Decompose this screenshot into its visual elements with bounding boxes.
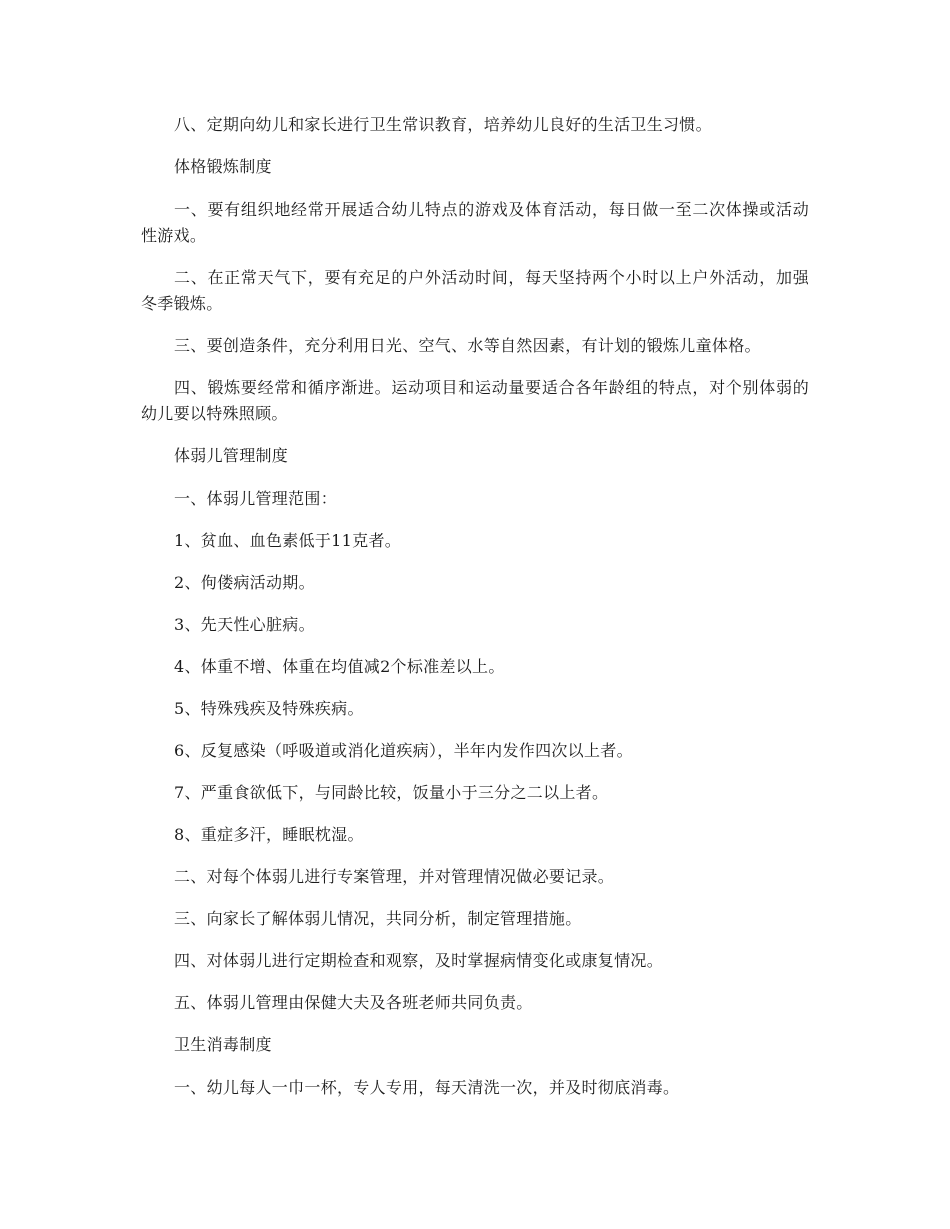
paragraph-weak-child-rule-2: 二、对每个体弱儿进行专案管理，并对管理情况做必要记录。: [174, 867, 615, 886]
list-item-infection: 6、反复感染（呼吸道或消化道疾病），半年内发作四次以上者。: [174, 741, 633, 760]
section-heading-weak-child-management: 体弱儿管理制度: [174, 446, 289, 465]
section-heading-hygiene-disinfection: 卫生消毒制度: [174, 1035, 272, 1054]
list-item-anemia: 1、贫血、血色素低于11克者。: [174, 531, 402, 550]
paragraph-hygiene-rule-1: 一、幼儿每人一巾一杯，专人专用，每天清洗一次，并及时彻底消毒。: [174, 1078, 680, 1097]
document-body: [141, 112, 809, 1117]
paragraph-exercise-rule-4: 四、锻炼要经常和循序渐进。运动项目和运动量要适合各年龄组的特点，对个别体弱的幼儿要以特殊照顾。: [141, 378, 809, 423]
list-item-sweating: 8、重症多汗，睡眠枕湿。: [174, 825, 364, 844]
paragraph-weak-child-rule-5: 五、体弱儿管理由保健大夫及各班老师共同负责。: [174, 993, 533, 1012]
list-item-rickets: 2、佝偻病活动期。: [174, 573, 315, 592]
paragraph-rule-8-health-education: 八、定期向幼儿和家长进行卫生常识教育，培养幼儿良好的生活卫生习惯。: [174, 115, 712, 134]
list-item-disability: 5、特殊残疾及特殊疾病。: [174, 699, 364, 718]
list-item-weight: 4、体重不增、体重在均值减2个标准差以上。: [174, 657, 505, 676]
paragraph-exercise-rule-1: 一、要有组织地经常开展适合幼儿特点的游戏及体育活动，每日做一至二次体操或活动性游戏。: [141, 200, 809, 245]
list-item-heart-disease: 3、先天性心脏病。: [174, 615, 315, 634]
section-heading-physical-exercise: 体格锻炼制度: [174, 157, 272, 176]
paragraph-weak-child-rule-4: 四、对体弱儿进行定期检查和观察，及时掌握病情变化或康复情况。: [174, 951, 664, 970]
list-item-appetite: 7、严重食欲低下，与同龄比较，饭量小于三分之二以上者。: [174, 783, 609, 802]
paragraph-weak-child-scope: 一、体弱儿管理范围：: [174, 489, 338, 508]
paragraph-exercise-rule-2: 二、在正常天气下，要有充足的户外活动时间，每天坚持两个小时以上户外活动，加强冬季锻炼。: [141, 268, 809, 313]
paragraph-weak-child-rule-3: 三、向家长了解体弱儿情况，共同分析，制定管理措施。: [174, 909, 582, 928]
paragraph-exercise-rule-3: 三、要创造条件，充分利用日光、空气、水等自然因素，有计划的锻炼儿童体格。: [174, 336, 761, 355]
